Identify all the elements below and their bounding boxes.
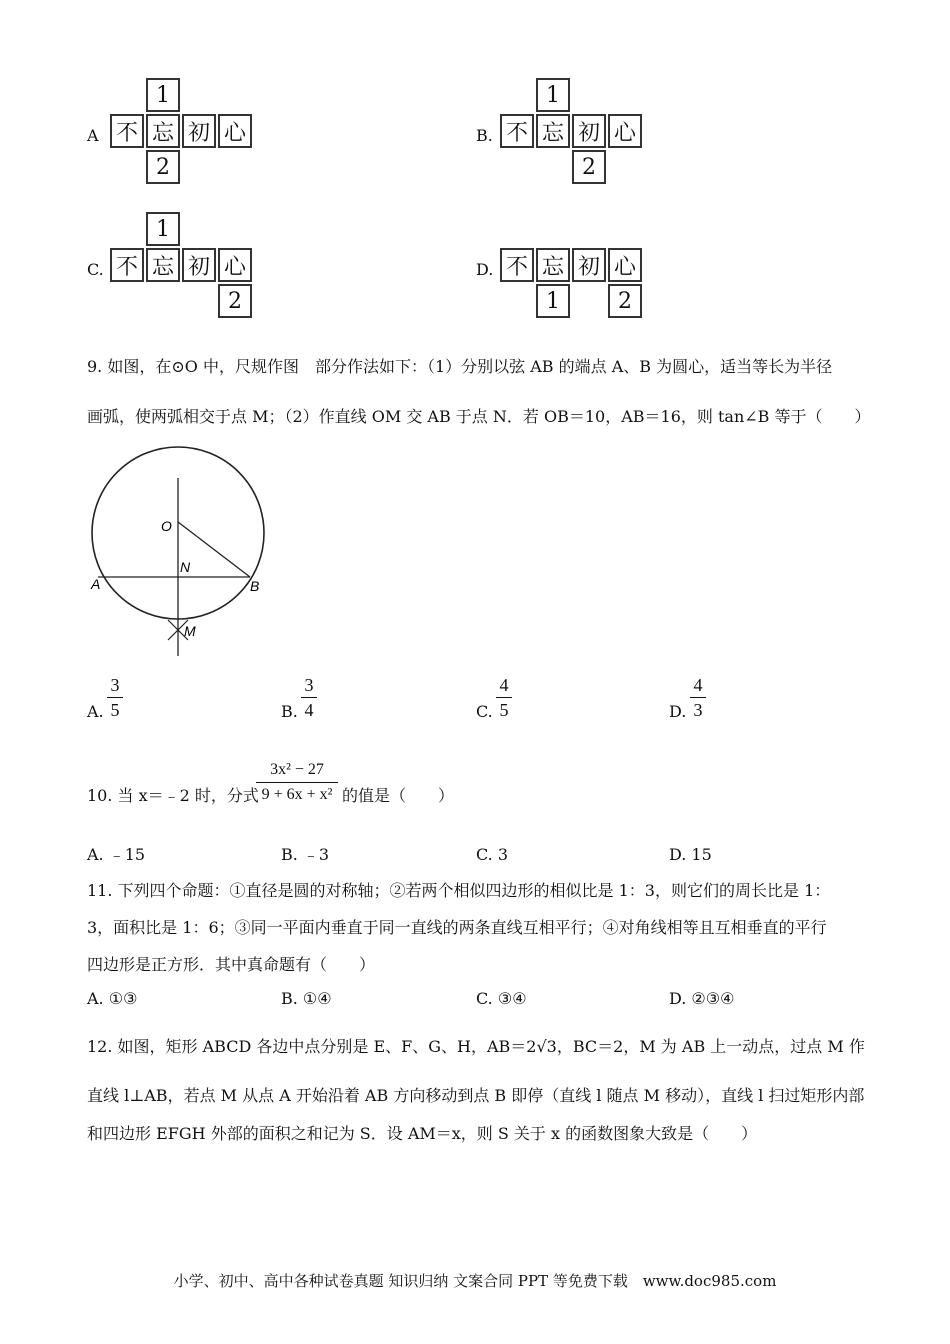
q11-option-c: C. ③④: [476, 989, 527, 1008]
q10-option-c: C. 3: [476, 845, 509, 864]
q12-text-line2: 直线 l⊥AB，若点 M 从点 A 开始沿着 AB 方向移动到点 B 即停（直线 l 随点 M 移动），直线 l 扫过矩形内部: [87, 1086, 865, 1105]
net-cell: 2: [572, 150, 606, 184]
q10-text-suffix: 的值是（ ）: [342, 786, 455, 805]
option-b-label: B.: [476, 126, 493, 145]
q9-option-b-label: B.: [281, 702, 298, 721]
net-cell: 忘: [536, 248, 570, 282]
q11-text-line3: 四边形是正方形．其中真命题有（ ）: [87, 955, 376, 974]
net-cell: 不: [110, 248, 144, 282]
net-cell: 心: [608, 248, 642, 282]
label-o: O: [161, 518, 172, 534]
net-cell: 1: [536, 78, 570, 112]
q9-circle-figure: [85, 438, 275, 660]
net-cell: 1: [536, 284, 570, 318]
q10-option-b: B. ﹣3: [281, 845, 330, 864]
net-cell: 初: [182, 248, 216, 282]
net-cell: 不: [500, 248, 534, 282]
denominator: 5: [110, 700, 120, 720]
denominator: 9 + 6x + x²: [261, 786, 333, 803]
net-cell: 初: [182, 114, 216, 148]
label-b: B: [250, 578, 260, 594]
q9-option-c-label: C.: [476, 702, 493, 721]
net-cell: 忘: [536, 114, 570, 148]
label-m: M: [184, 623, 196, 639]
q9-text-line2: 画弧，使两弧相交于点 M；（2）作直线 OM 交 AB 于点 N．若 OB＝10，AB＝16，则 tan∠B 等于（ ）: [87, 407, 871, 426]
net-cell: 忘: [146, 248, 180, 282]
numerator: 4: [693, 675, 703, 695]
denominator: 3: [693, 700, 703, 720]
q10-option-d: D. 15: [669, 845, 712, 864]
q9-option-d-label: D.: [669, 702, 687, 721]
net-cell: 不: [110, 114, 144, 148]
label-a: A: [91, 576, 101, 592]
q11-text-line1: 11. 下列四个命题：①直径是圆的对称轴；②若两个相似四边形的相似比是 1：3，则它们的周长比是 1：: [87, 881, 831, 900]
q9-option-a-fraction: [107, 675, 123, 720]
numerator: 3x² − 27: [270, 761, 324, 778]
net-cell: 初: [572, 114, 606, 148]
numerator: 4: [499, 675, 509, 695]
q11-option-b: B. ①④: [281, 989, 332, 1008]
denominator: 5: [499, 700, 509, 720]
page-footer: 小学、初中、高中各种试卷真题 知识归纳 文案合同 PPT 等免费下载 www.doc985.com: [173, 1272, 777, 1290]
label-n: N: [180, 559, 191, 575]
q9-option-b-fraction: [301, 675, 317, 720]
q10-option-a: A. ﹣15: [87, 845, 146, 864]
q12-text-line3: 和四边形 EFGH 外部的面积之和记为 S．设 AM＝x，则 S 关于 x 的函数图象大致是（ ）: [87, 1124, 758, 1143]
net-cell: 1: [146, 212, 180, 246]
q10-fraction: [256, 760, 338, 805]
q9-option-c-fraction: [496, 675, 512, 720]
net-cell: 2: [218, 284, 252, 318]
net-cell: 初: [572, 248, 606, 282]
q11-option-d: D. ②③④: [669, 989, 735, 1008]
q11-option-a: A. ①③: [87, 989, 138, 1008]
q12-text-line1: 12. 如图，矩形 ABCD 各边中点分别是 E、F、G、H，AB＝2√3，BC＝2，M 为 AB 上一动点，过点 M 作: [87, 1037, 865, 1056]
q9-option-a-label: A.: [87, 702, 104, 721]
net-cell: 心: [608, 114, 642, 148]
net-cell: 忘: [146, 114, 180, 148]
numerator: 3: [110, 675, 120, 695]
net-cell: 1: [146, 78, 180, 112]
denominator: 4: [304, 700, 314, 720]
q9-option-d-fraction: [690, 675, 706, 720]
option-d-label: D.: [476, 260, 494, 279]
q10-text-prefix: 10. 当 x＝﹣2 时，分式: [87, 786, 259, 805]
net-cell: 心: [218, 114, 252, 148]
net-cell: 不: [500, 114, 534, 148]
net-cell: 心: [218, 248, 252, 282]
net-cell: 2: [608, 284, 642, 318]
q11-text-line2: 3，面积比是 1：6；③同一平面内垂直于同一直线的两条直线互相平行；④对角线相等且互相垂直的平行: [87, 918, 827, 937]
option-a-label: A: [87, 126, 99, 145]
numerator: 3: [304, 675, 314, 695]
option-c-label: C.: [87, 260, 104, 279]
net-cell: 2: [146, 150, 180, 184]
q9-text-line1: 9. 如图，在⊙O 中，尺规作图 部分作法如下：（1）分别以弦 AB 的端点 A、B 为圆心，适当等长为半径: [87, 357, 833, 376]
